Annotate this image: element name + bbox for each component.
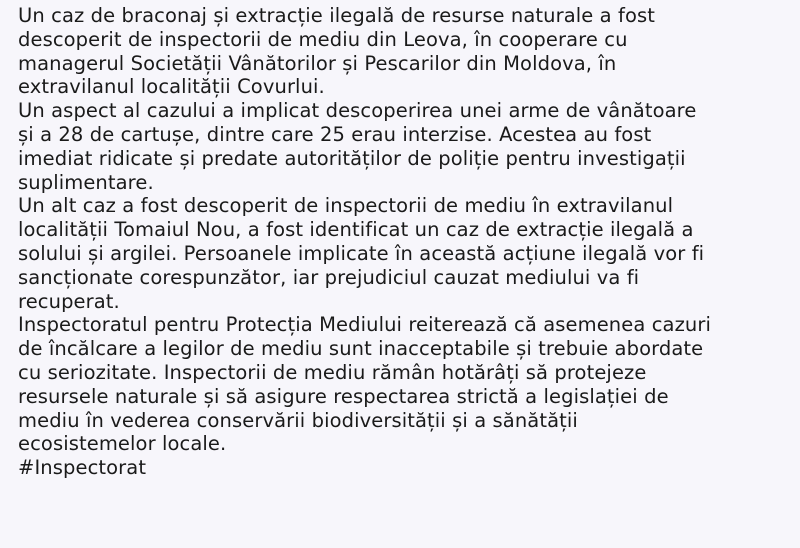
text-line: mediu în vederea conservării biodiversității și a sănătății	[18, 408, 578, 432]
text-line: cu seriozitate. Inspectorii de mediu rămân hotărâți să protejeze	[18, 360, 647, 384]
text-line: Un caz de braconaj și extracție ilegală de resurse naturale a fost	[18, 4, 656, 27]
paragraph-inspectorat	[18, 313, 788, 456]
text-line: imediat ridicate și predate autorităților de poliție pentru investigații	[18, 146, 686, 170]
text-line: Un aspect al cazului a implicat descoperirea unei arme de vânătoare	[18, 99, 697, 123]
text-line: și a 28 de cartușe, dintre care 25 erau interzise. Acestea au fost	[18, 122, 652, 146]
paragraph-braconaj	[18, 4, 788, 99]
text-line: de încălcare a legilor de mediu sunt inacceptabile și trebuie abordate	[18, 337, 704, 361]
text-line: suplimentare.	[18, 170, 154, 194]
text-line: localității Tomaiul Nou, a fost identificat un caz de extracție ilegală a	[18, 218, 694, 242]
text-line: descoperit de inspectorii de mediu din Leova, în cooperare cu	[18, 27, 628, 51]
text-line: resursele naturale și să asigure respectarea strictă a legislației de	[18, 384, 669, 408]
text-line: Un alt caz a fost descoperit de inspectorii de mediu în extravilanul	[18, 194, 674, 218]
post-text	[18, 4, 788, 480]
paragraph-tomaiul-nou	[18, 194, 788, 313]
hashtag: #Inspectorat	[18, 456, 147, 480]
text-line: extravilanul localității Covurlui.	[18, 75, 325, 99]
text-line: ecosistemelor locale.	[18, 432, 227, 456]
text-line: solului și argilei. Persoanele implicate în această acțiune ilegală vor fi	[18, 241, 705, 265]
text-line: sancționate corespunzător, iar prejudiciul cauzat mediului va fi	[18, 265, 640, 289]
paragraph-arme	[18, 99, 788, 194]
text-line: Inspectoratul pentru Protecția Mediului reiterează că asemenea cazuri	[18, 313, 711, 337]
text-line: managerul Societății Vânătorilor și Pescarilor din Moldova, în	[18, 51, 617, 75]
text-line: recuperat.	[18, 289, 120, 313]
